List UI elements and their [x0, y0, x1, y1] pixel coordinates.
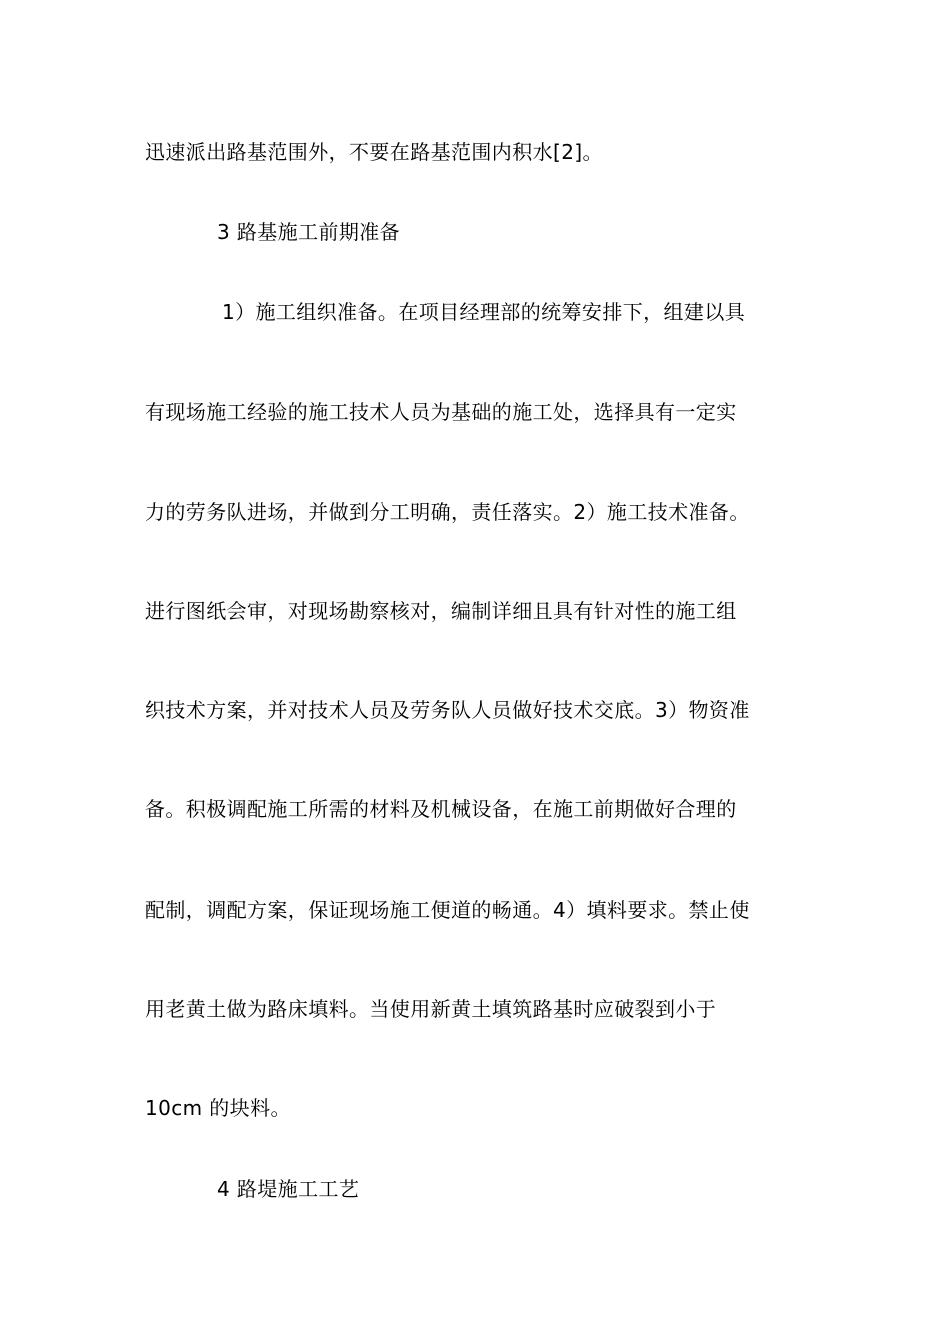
paragraph-line: 力的劳务队进场，并做到分工明确，责任落实。2）施工技术准备。	[145, 500, 750, 524]
paragraph-line: 有现场施工经验的施工技术人员为基础的施工处，选择具有一定实	[145, 400, 737, 424]
paragraph-line: 10cm 的块料。	[145, 1096, 291, 1120]
paragraph-line: 迅速派出路基范围外，不要在路基范围内积水[2]。	[145, 140, 603, 164]
section-heading: 3 路基施工前期准备	[217, 220, 401, 244]
paragraph-line: 1）施工组织准备。在项目经理部的统筹安排下，组建以具	[222, 300, 746, 324]
paragraph-line: 备。积极调配施工所需的材料及机械设备，在施工前期做好合理的	[145, 797, 737, 821]
section-heading: 4 路堤施工工艺	[217, 1177, 360, 1201]
paragraph-line: 进行图纸会审，对现场勘察核对，编制详细且具有针对性的施工组	[145, 599, 737, 623]
paragraph-line: 配制，调配方案，保证现场施工便道的畅通。4）填料要求。禁止使	[145, 898, 750, 922]
paragraph-line: 织技术方案，并对技术人员及劳务队人员做好技术交底。3）物资准	[145, 698, 750, 722]
paragraph-line: 用老黄土做为路床填料。当使用新黄土填筑路基时应破裂到小于	[145, 997, 717, 1021]
